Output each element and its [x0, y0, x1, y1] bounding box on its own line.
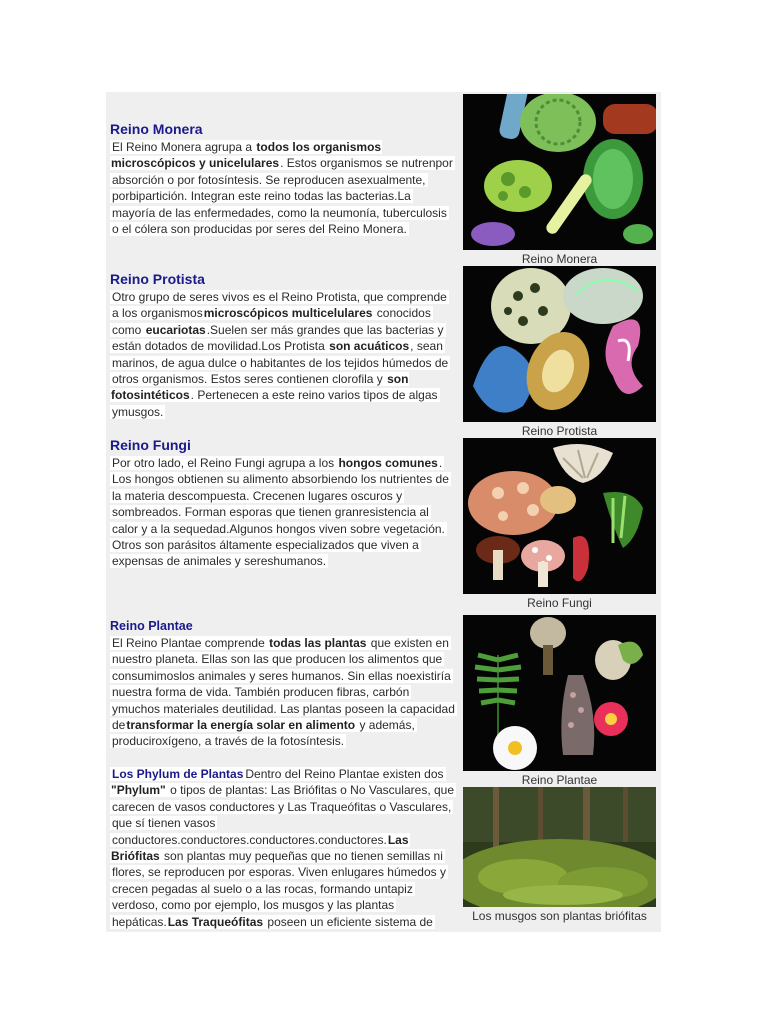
caption-protista: Reino Protista: [521, 424, 598, 438]
section-fungi: [110, 436, 455, 570]
heading-phylum: Los Phylum de Plantas: [112, 767, 244, 781]
bold-run: todos los organismos microscópicos y unicelulares: [111, 140, 382, 171]
figure-fungi: [463, 438, 656, 611]
bold-run: microscópicos multicelulares: [203, 306, 373, 321]
paragraph-protista: [110, 289, 455, 420]
text-run: .Suelen ser más grandes que las bacterias y están dotados de movilidad.Los Protista: [112, 322, 444, 354]
text-run: conocidos como: [112, 306, 431, 337]
protista-image: [463, 266, 656, 422]
figure-plantae: [463, 615, 656, 788]
bold-run: Las Briófitas: [111, 832, 409, 864]
figure-musgos: [463, 787, 656, 924]
section-monera: [110, 120, 455, 237]
text-run: . Estos organismos se nutrenpor absorción o por fotosíntesis. Se reproducen asexualmente, porbipartición. Integran este reino todas las bacterias.La mayoría de las enfermedades, como la neumonía, tuberculosis o el cólera son producidas por seres del Reino Monera.: [112, 156, 453, 237]
text-run: que existen en nuestro planeta. Ellas son las que producen los alimentos que consumimoslos animales y seres humanos. Sin ellas noexistiría nuestra forma de vida. También producen fibras, carbón ymuchos materiales deutilidad. Las plantas poseen la capacidad de: [112, 636, 455, 733]
caption-musgos: Los musgos son plantas briófitas: [472, 909, 647, 923]
paragraph-monera: [110, 139, 455, 237]
text-run: son plantas muy pequeñas que no tienen semillas ni flores, se reproducen por esporas. Viven enlugares húmedos y crecen pegadas al suelo o a las rocas, formando untapiz verdoso, como por ejemplo, los musgos y las plantas hepáticas.: [112, 849, 446, 929]
paragraph-fungi: [110, 455, 455, 570]
text-run: , sean marinos, de agua dulce o habitantes de los tejidos húmedos de otros organismos. Estos seres contienen clorofila y: [112, 339, 449, 387]
bold-run: son fotosintéticos: [111, 372, 409, 403]
bold-run: son acuáticos: [329, 339, 410, 354]
figure-protista: [463, 266, 656, 439]
bold-run: "Phylum": [111, 783, 166, 798]
caption-fungi: Reino Fungi: [527, 596, 592, 610]
section-plantae: [110, 618, 455, 750]
caption-plantae: Reino Plantae: [521, 773, 598, 787]
document-panel: [106, 92, 661, 932]
plantae-image: [463, 615, 656, 771]
text-run: o tipos de plantas: Las Briófitas o No Vasculares, que carecen de vasos conductores y Las Traqueófitas o Vasculares, que sí tienen vasos conductores.conductores.conductores.conductores.: [112, 783, 455, 847]
bold-run: Las Traqueófitas: [167, 914, 264, 929]
bold-run: hongos comunes: [338, 456, 438, 470]
caption-monera: Reino Monera: [521, 252, 598, 266]
text-run: Dentro del Reino Plantae existen dos: [245, 767, 444, 781]
heading-monera: Reino Monera: [110, 121, 203, 137]
musgos-image: [463, 787, 656, 907]
heading-fungi: Reino Fungi: [110, 437, 191, 453]
fungi-image: [463, 438, 656, 594]
text-run: . Pertenecen a este reino varios tipos de algas ymusgos.: [112, 388, 438, 419]
paragraph-phylum: [110, 766, 455, 930]
section-protista: [110, 270, 455, 420]
figure-monera: [463, 94, 656, 267]
bold-run: eucariotas: [145, 322, 206, 337]
bold-run: transformar la energía solar en alimento: [126, 718, 356, 733]
text-run: . Los hongos obtienen su alimento absorbiendo los nutrientes de la materia descompuesta. Crecenen lugares oscuros y sombreados. Forman esporas que tienen granresistencia al calor y a la sequedad.Algunos hongos viven sobre vegetación. Otros son parásitos áltamente especializados que viven a expensas de animales y sereshumanos.: [112, 456, 449, 569]
bold-run: todas las plantas: [269, 636, 367, 650]
section-phylum: [110, 766, 455, 930]
monera-image: [463, 94, 656, 250]
heading-protista: Reino Protista: [110, 271, 205, 287]
text-run: y además, produciroxígeno, a través de la fotosíntesis.: [112, 718, 415, 749]
text-run: poseen un eficiente sistema de: [264, 914, 433, 929]
text-run: Otro grupo de seres vivos es el Reino Protista, que comprende a los organismos: [112, 290, 447, 321]
text-run: Por otro lado, el Reino Fungi agrupa a los: [112, 456, 338, 470]
text-run: El Reino Plantae comprende: [112, 636, 269, 650]
heading-plantae: Reino Plantae: [110, 619, 193, 633]
text-run: El Reino Monera agrupa a: [112, 140, 256, 154]
paragraph-plantae: [110, 635, 455, 750]
